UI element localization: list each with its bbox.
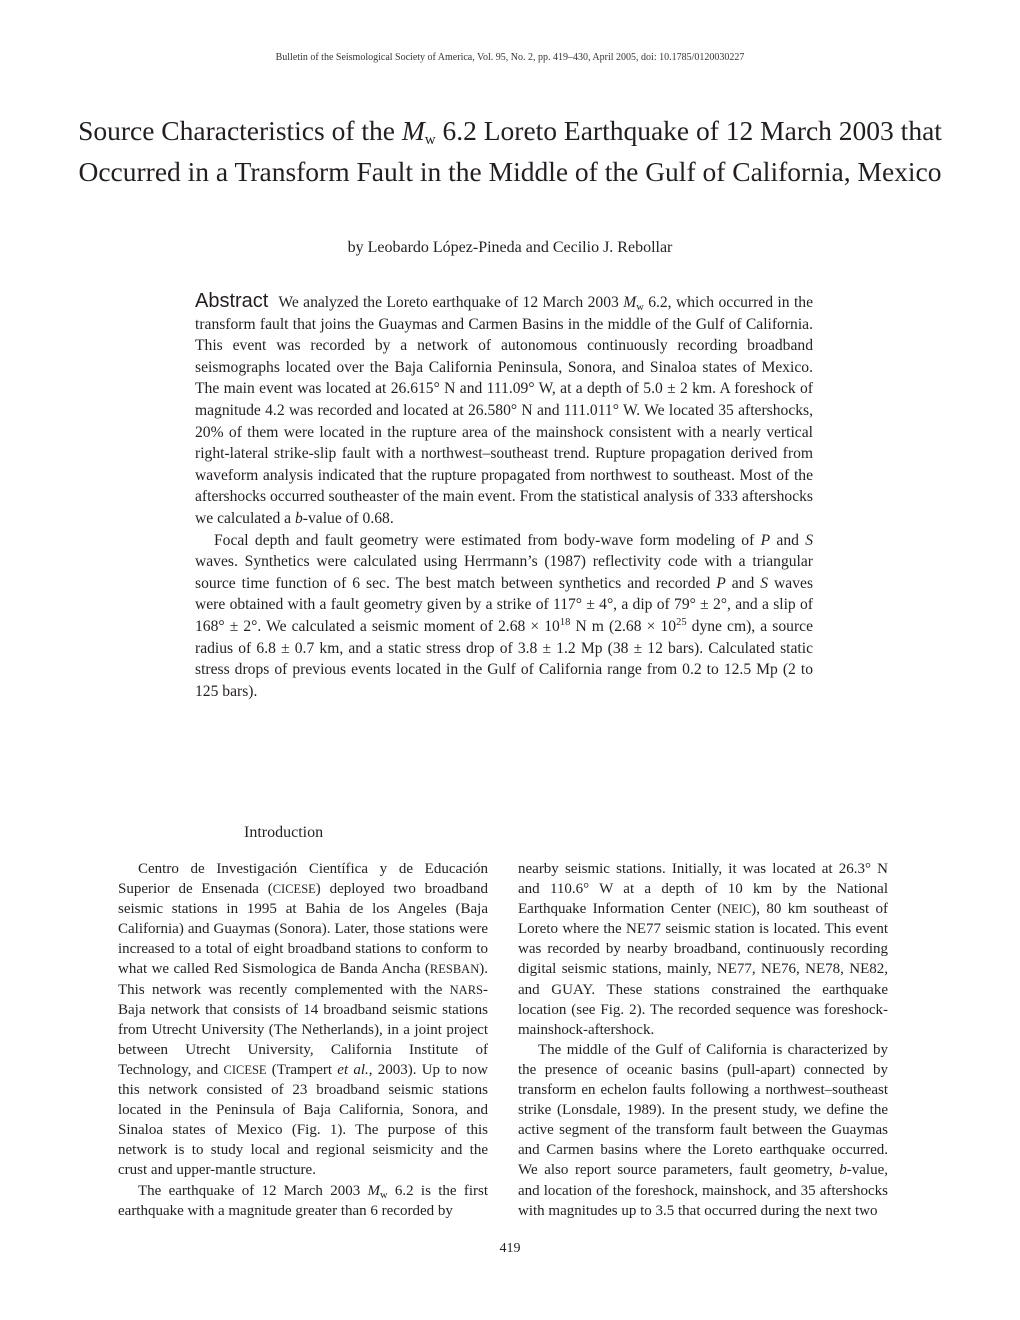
right-column [518,859,888,1221]
abstract-paragraph-1: Abstract We analyzed the Loreto earthquake of 12 March 2003 $M_w$ 6.2, which occurred in the transform fault that joins the Guaymas and Carmen Basins in the middle of the Gulf of California. This event was recorded by a network of autonomous continuously recording broadband seismographs located over the Baja California Peninsula, Sonora, and Sinaloa states of Mexico. The main event was located at 26.615° N and 111.09° W, at a depth of 5.0 ± 2 km. A foreshock of magnitude 4.2 was recorded and located at 26.580° N and 111.011° W. We located 35 aftershocks, 20% of them were located in the rupture area of the mainshock consistent with a nearly vertical right-lateral strike-slip fault with a northwest–southeast trend. Rupture propagation derived from waveform analysis indicated that the rupture propagated from northwest to southeast. Most of the aftershocks occurred southeaster of the main event. From the statistical analysis of 333 aftershocks we calculated a b-value of 0.68. [195,290,813,527]
author-byline: by Leobardo López-Pineda and Cecilio J. Rebollar [347,239,673,256]
intro-paragraph-3: The middle of the Gulf of California is characterized by the presence of oceanic basins (pull-apart) connected by transform en echelon faults following a northwest–southeast strike (Lonsdale, 1989). In the present study, we define the active segment of the transform fault between the Guaymas and Carmen basins where the Loreto earthquake occurred. We also report source parameters, fault geometry, b-value, and location of the foreshock, mainshock, and 35 aftershocks with magnitudes up to 3.5 that occurred during the next two [518,1041,888,1219]
introduction-heading: Introduction [244,824,324,841]
intro-paragraph-continued: nearby seismic stations. Initially, it was located at 26.3° N and 110.6° W at a depth of 10 km by the National Earthquake Information Center (NEIC), 80 km southeast of Loreto where the NE77 seismic station is located. This event was recorded by nearby broadband, continuously recording digital seismic stations, mainly, NE77, NE76, NE78, NE82, and GUAY. These stations constrained the earthquake location (see Fig. 2). The recorded sequence was foreshock-mainshock-aftershock. [518,861,889,1038]
left-column [118,859,488,1221]
paper-title: Source Characteristics of the $M_w$ 6.2 Loreto Earthquake of 12 March 2003 that Occurred in a Transform Fault in the Middle of the Gulf of California, Mexico [78,115,942,187]
page-number: 419 [499,1241,521,1256]
abstract [195,291,813,702]
abstract-paragraph-2: Focal depth and fault geometry were estimated from body-wave form modeling of P and S waves. Synthetics were calculated using Herrmann’s (1987) reflectivity code with a triangular source time function of 6 sec. The best match between synthetics and recorded P and S waves were obtained with a fault geometry given by a strike of 117° ± 4°, a dip of 79° ± 2°, and a slip of 168° ± 2°. We calculated a seismic moment of $2.68 \times 10^{18}$ N m ($2.68 \times 10^{25}$ dyne cm), a source radius of 6.8 ± 0.7 km, and a static stress drop of 3.8 ± 1.2 Mp (38 ± 12 bars). Calculated static stress drops of previous events located in the Gulf of California range from 0.2 to 12.5 Mp (2 to 125 bars). [195,531,814,700]
intro-paragraph-2: The earthquake of 12 March 2003 $M_w$ 6.2 is the first earthquake with a magnitude greater than 6 recorded by [118,1182,488,1219]
abstract-heading: Abstract [195,290,269,312]
intro-paragraph-1: Centro de Investigación Científica y de Educación Superior de Ensenada (CICESE) deployed two broadband seismic stations in 1995 at Bahia de los Angeles (Baja California) and Guaymas (Sonora). Later, those stations were increased to a total of eight broadband stations to conform to what we called Red Sismologica de Banda Ancha (RESBAN). This network was recently complemented with the NARS-Baja network that consists of 14 broadband seismic stations from Utrecht University (The Netherlands), in a joint project between Utrecht University, California Institute of Technology, and CICESE (Trampert et al., 2003). Up to now this network consisted of 23 broadband seismic stations located in the Peninsula of Baja California, Sonora, and Sinaloa states of Mexico (Fig. 1). The purpose of this network is to study local and regional seismicity and the crust and upper-mantle structure. [118,861,488,1179]
running-header: Bulletin of the Seismological Society of America, Vol. 95, No. 2, pp. 419–430, April 2005, doi: 10.1785/0120030227 [275,52,745,63]
